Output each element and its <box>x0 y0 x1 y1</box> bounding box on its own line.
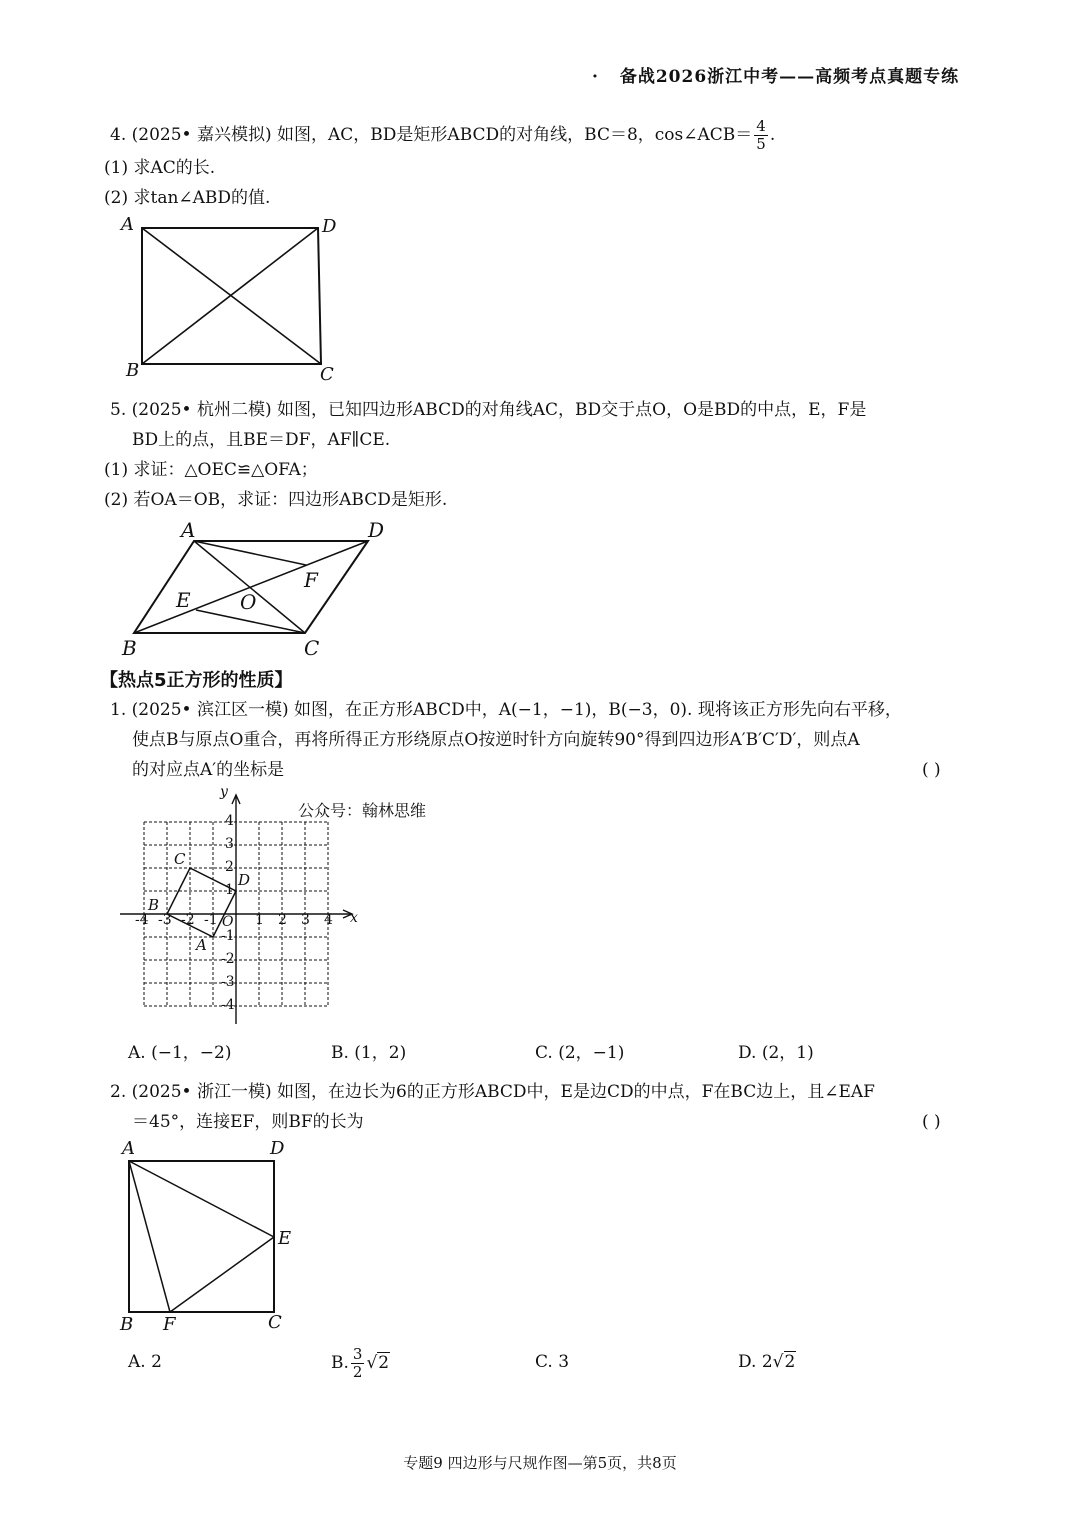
s2-line1-text: 如图，在边长为6的正方形ABCD中，E是边CD的中点，F在BC边上，且∠EAF <box>277 1082 875 1102</box>
page-footer: 专题9 四边形与尺规作图—第5页，共8页 <box>403 1454 677 1472</box>
q4-label-a: A <box>121 214 134 235</box>
q5-label-b: B <box>122 636 137 660</box>
s2-option-b-num: 3 <box>352 1345 363 1363</box>
q5-source: (2025• 杭州二模) <box>131 400 272 420</box>
s2-option-b-fraction <box>351 1346 365 1381</box>
q5-line2: BD上的点，且BE＝DF，AF∥CE. <box>132 430 391 450</box>
s2-option-d-prefix: D. 2 <box>738 1352 773 1372</box>
q4-part1: (1) 求AC的长. <box>104 158 216 178</box>
s2-option-b-radicand: 2 <box>378 1353 390 1373</box>
x-tick-label: -2 <box>181 912 195 928</box>
section-title: 【热点5正方形的性质】 <box>100 670 293 691</box>
s2-line2: ＝45°，连接EF，则BF的长为 <box>132 1112 364 1132</box>
s2-option-d-radical-sign: √ <box>772 1352 784 1372</box>
s2-segment-ef <box>170 1237 274 1312</box>
s1-label-a: A <box>196 936 207 954</box>
header-title: 备战2026浙江中考——高频考点真题专练 <box>619 67 960 87</box>
s1-line1-text: 如图，在正方形ABCD中，A(−1，−1)，B(−3，0). 现将该正方形先向右平移， <box>294 700 902 720</box>
s1-number: 1. <box>110 700 127 720</box>
x-tick-label: -4 <box>135 912 149 928</box>
x-tick-label: 2 <box>278 912 287 928</box>
s2-label-b: B <box>120 1314 134 1335</box>
s1-source: (2025• 滨江区一模) <box>131 700 289 720</box>
s2-option-d-radicand: 2 <box>784 1352 796 1372</box>
q4-stem-text: 如图，AC，BD是矩形ABCD的对角线，BC＝8，cos∠ACB＝ <box>277 125 753 145</box>
q5-part2: (2) 若OA＝OB，求证：四边形ABCD是矩形. <box>104 490 448 510</box>
s2-bracket: ( ) <box>922 1112 941 1132</box>
s1-option-a[interactable]: A. (−1，−2) <box>128 1043 232 1063</box>
s1-option-d[interactable]: D. (2，1) <box>738 1043 814 1063</box>
q4-part2: (2) 求tan∠ABD的值. <box>104 188 271 208</box>
s1-line2: 使点B与原点O重合，再将所得正方形绕原点O按逆时针方向旋转90°得到四边形A′B′C′D′，则点A <box>132 730 860 750</box>
y-tick-label: 2 <box>225 859 234 875</box>
y-tick-label: 4 <box>225 813 234 829</box>
s2-option-a[interactable]: A. 2 <box>128 1352 162 1372</box>
s1-option-b[interactable]: B. (1，2) <box>331 1043 407 1063</box>
s1-line3: 的对应点A′的坐标是 <box>132 760 285 780</box>
y-tick-label: 3 <box>225 836 234 852</box>
s2-label-e: E <box>278 1228 292 1249</box>
q4-source: (2025• 嘉兴模拟) <box>131 125 272 145</box>
s2-label-d: D <box>270 1138 285 1159</box>
s1-option-c[interactable]: C. (2，−1) <box>535 1043 625 1063</box>
q5-line1-text: 如图，已知四边形ABCD的对角线AC，BD交于点O，O是BD的中点，E，F是 <box>277 400 867 420</box>
x-tick-label: 3 <box>301 912 310 928</box>
q4-frac-den: 5 <box>756 135 766 153</box>
y-tick-label: -1 <box>221 928 235 944</box>
x-tick-label: 4 <box>324 912 333 928</box>
s2-option-c[interactable]: C. 3 <box>535 1352 570 1372</box>
x-tick-label: 1 <box>255 912 264 928</box>
x-tick-label: -1 <box>204 912 218 928</box>
q5-label-a: A <box>181 518 196 542</box>
s1-bracket: ( ) <box>922 760 941 780</box>
s1-watermark: 公众号：翰林思维 <box>298 801 427 820</box>
s2-segment-af <box>129 1161 170 1312</box>
q4-frac-num: 4 <box>756 117 766 135</box>
y-tick-label: -2 <box>221 951 235 967</box>
q4-label-d: D <box>322 216 337 237</box>
s2-source: (2025• 浙江一模) <box>131 1082 272 1102</box>
s1-x-label: x <box>350 910 358 926</box>
s2-option-b-prefix: B. <box>331 1353 349 1373</box>
q4-label-c: C <box>320 364 334 385</box>
s1-label-d: D <box>238 871 251 889</box>
s2-label-a: A <box>122 1138 135 1159</box>
s2-number: 2. <box>110 1082 127 1102</box>
q4-number: 4. <box>110 125 127 145</box>
q5-part1: (1) 求证：△OEC≌△OFA； <box>104 460 318 480</box>
y-tick-label: -4 <box>221 997 235 1013</box>
s2-option-b-radical-sign: √ <box>366 1353 378 1373</box>
s1-origin-label: O <box>222 914 234 930</box>
q5-label-f: F <box>304 568 318 592</box>
y-tick-label: 1 <box>225 882 234 898</box>
q4-label-b: B <box>126 360 140 381</box>
s1-label-c: C <box>174 850 186 868</box>
q5-label-c: C <box>304 636 320 660</box>
s2-option-d[interactable] <box>738 1352 796 1372</box>
s2-option-b-den: 2 <box>352 1363 363 1381</box>
s2-segment-ae <box>129 1161 274 1237</box>
y-tick-label: -3 <box>221 974 235 990</box>
s2-label-f: F <box>163 1314 176 1335</box>
s1-label-b: B <box>148 896 160 914</box>
q4-stem-end: . <box>769 125 776 145</box>
q5-label-e: E <box>176 588 191 612</box>
s2-label-c: C <box>268 1312 282 1333</box>
q5-label-d: D <box>368 518 385 542</box>
q5-number: 5. <box>110 400 127 420</box>
x-tick-label: -3 <box>158 912 172 928</box>
s2-option-b[interactable] <box>331 1346 390 1381</box>
q5-label-o: O <box>240 590 257 614</box>
header-dot: · <box>592 67 599 87</box>
s1-y-label: y <box>220 784 228 800</box>
